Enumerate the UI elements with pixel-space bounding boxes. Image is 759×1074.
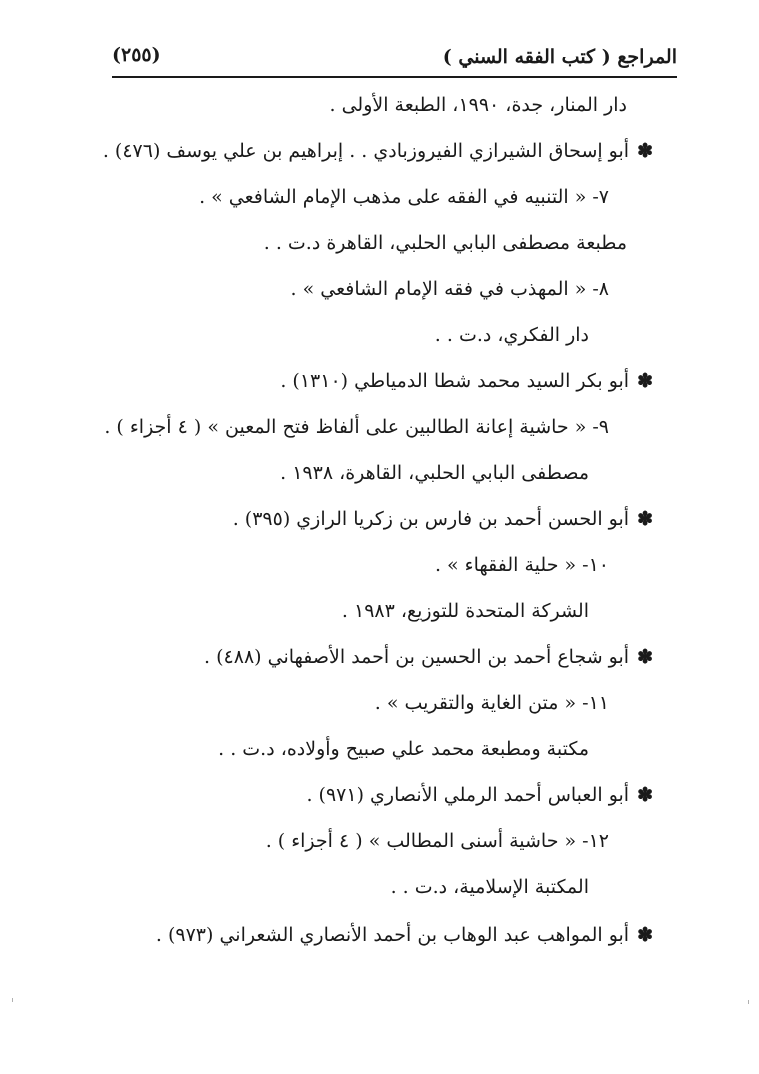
reference-line bbox=[104, 414, 609, 440]
page-number: (٢٥٥) bbox=[112, 44, 161, 66]
line-text: أبو شجاع أحمد بن الحسين بن أحمد الأصفهاني (٤٨٨) . bbox=[204, 646, 630, 668]
line-text: مطبعة مصطفى البابي الحلبي، القاهرة د.ت . . bbox=[263, 232, 627, 254]
asterisk-bullet-icon: ✽ bbox=[637, 370, 653, 392]
line-text: ٩- « حاشية إعانة الطالبين على ألفاظ فتح المعين » ( ٤ أجزاء ) . bbox=[104, 416, 609, 438]
line-text: دار المنار، جدة، ١٩٩٠، الطبعة الأولى . bbox=[329, 94, 627, 116]
asterisk-bullet-icon: ✽ bbox=[637, 784, 653, 806]
author-entry bbox=[280, 368, 653, 394]
asterisk-bullet-icon: ✽ bbox=[637, 508, 653, 530]
reference-line bbox=[218, 736, 589, 762]
reference-line bbox=[266, 828, 609, 854]
author-entry bbox=[204, 644, 653, 670]
author-entry bbox=[156, 922, 653, 948]
scan-speck bbox=[748, 1000, 749, 1004]
line-text: ١١- « متن الغاية والتقريب » . bbox=[374, 692, 609, 714]
line-text: أبو العباس أحمد الرملي الأنصاري (٩٧١) . bbox=[306, 784, 630, 806]
reference-line bbox=[435, 322, 589, 348]
asterisk-bullet-icon: ✽ bbox=[637, 140, 653, 162]
reference-line bbox=[199, 184, 609, 210]
reference-line bbox=[435, 552, 609, 578]
running-header bbox=[112, 40, 677, 76]
line-text: أبو بكر السيد محمد شطا الدمياطي (١٣١٠) . bbox=[280, 370, 630, 392]
reference-line bbox=[264, 230, 627, 256]
line-text: ٨- « المهذب في فقه الإمام الشافعي » . bbox=[290, 278, 609, 300]
author-entry bbox=[103, 138, 653, 164]
reference-line bbox=[391, 874, 589, 900]
reference-line bbox=[342, 598, 589, 624]
line-text: المكتبة الإسلامية، د.ت . . bbox=[390, 876, 589, 898]
author-entry bbox=[233, 506, 653, 532]
reference-line bbox=[280, 460, 589, 486]
header-title: المراجع ( كتب الفقه السني ) bbox=[442, 46, 677, 68]
line-text: ١٠- « حلية الفقهاء » . bbox=[434, 554, 609, 576]
scan-speck bbox=[12, 998, 13, 1002]
line-text: مكتبة ومطبعة محمد علي صبيح وأولاده، د.ت . . bbox=[218, 738, 589, 760]
line-text: أبو الحسن أحمد بن فارس بن زكريا الرازي (٣٩٥) . bbox=[232, 508, 630, 530]
header-rule bbox=[112, 76, 677, 78]
line-text: أبو المواهب عبد الوهاب بن أحمد الأنصاري الشعراني (٩٧٣) . bbox=[155, 924, 630, 946]
line-text: دار الفكري، د.ت . . bbox=[434, 324, 589, 346]
line-text: أبو إسحاق الشيرازي الفيروزبادي . . إبراهيم بن علي يوسف (٤٧٦) . bbox=[102, 140, 630, 162]
line-text: ٧- « التنبيه في الفقه على مذهب الإمام الشافعي » . bbox=[199, 186, 609, 208]
line-text: مصطفى البابي الحلبي، القاهرة، ١٩٣٨ . bbox=[280, 462, 589, 484]
asterisk-bullet-icon: ✽ bbox=[637, 646, 653, 668]
reference-line bbox=[329, 92, 627, 118]
asterisk-bullet-icon: ✽ bbox=[637, 924, 653, 946]
reference-line bbox=[375, 690, 609, 716]
line-text: الشركة المتحدة للتوزيع، ١٩٨٣ . bbox=[341, 600, 589, 622]
line-text: ١٢- « حاشية أسنى المطالب » ( ٤ أجزاء ) . bbox=[265, 830, 609, 852]
reference-line bbox=[291, 276, 609, 302]
author-entry bbox=[306, 782, 653, 808]
